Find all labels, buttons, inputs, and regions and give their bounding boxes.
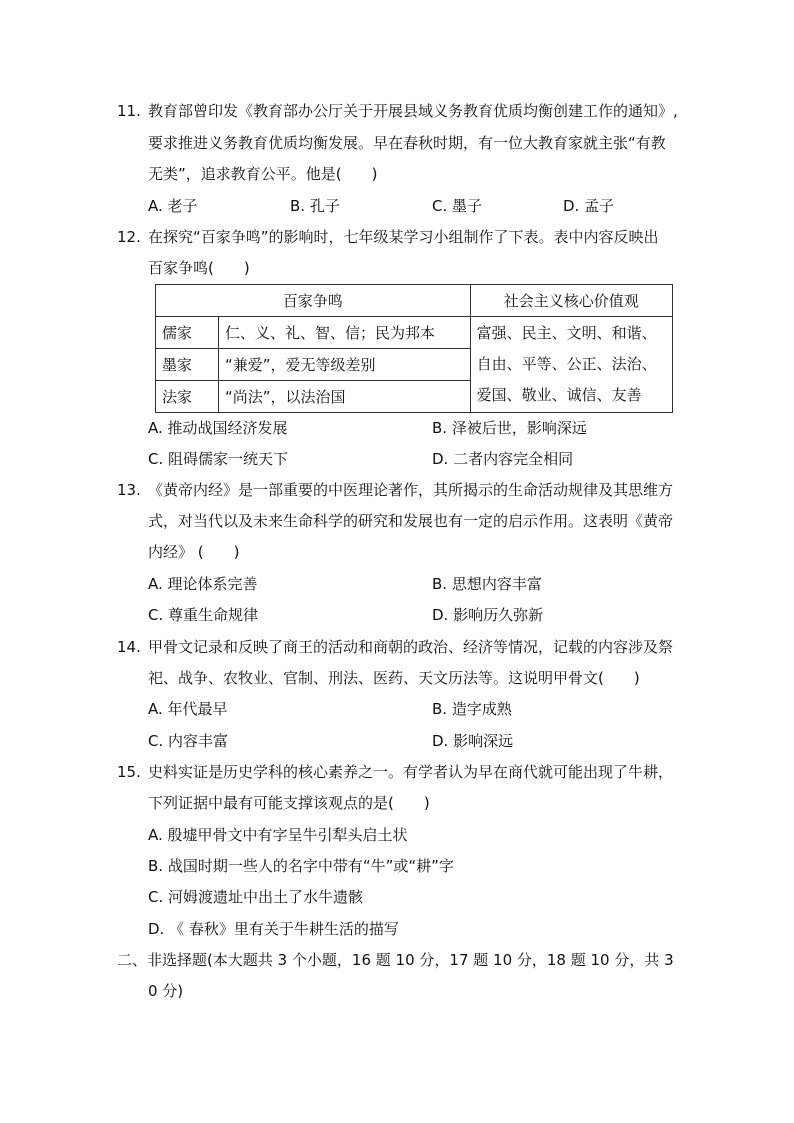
question-text-line: 在探究“百家争鸣”的影响时，七年级某学习小组制作了下表。表中内容反映出 <box>148 228 659 246</box>
table-cell-values <box>470 317 672 413</box>
table-cell-idea: 仁、义、礼、智、信；民为邦本 <box>219 317 471 349</box>
table-header-cell: 社会主义核心价值观 <box>470 285 672 317</box>
question-text-line: 百家争鸣( ) <box>148 259 250 277</box>
question-text-line: 内经》 ( ) <box>148 543 240 561</box>
table-cell-school: 墨家 <box>156 349 219 381</box>
comparison-table <box>155 284 673 413</box>
values-line: 爱国、敬业、诚信、友善 <box>476 386 642 404</box>
question-number: 12. <box>117 228 141 246</box>
option-b: B. 战国时期一些人的名字中带有“牛”或“耕”字 <box>148 857 454 875</box>
option-d: D. 《 春秋》里有关于牛耕生活的描写 <box>148 920 399 938</box>
option-d: D. 孟子 <box>563 197 615 215</box>
option-d: D. 影响深远 <box>432 732 514 750</box>
option-a: A. 理论体系完善 <box>148 575 258 593</box>
question-number: 14. <box>117 638 141 656</box>
option-b: B. 造字成熟 <box>432 700 512 718</box>
question-number: 13. <box>117 481 141 499</box>
table-header-cell: 百家争鸣 <box>156 285 471 317</box>
option-a: A. 殷墟甲骨文中有字呈牛引犁头启土状 <box>148 826 408 844</box>
option-c: C. 尊重生命规律 <box>148 606 259 624</box>
question-text-line: 祀、战争、农牧业、官制、刑法、医药、天文历法等。这说明甲骨文( ) <box>148 669 640 687</box>
values-line: 富强、民主、文明、和谐、 <box>476 324 657 342</box>
question-text-line: 甲骨文记录和反映了商王的活动和商朝的政治、经济等情况，记载的内容涉及祭 <box>148 638 674 656</box>
table-cell-idea: “兼爱”，爱无等级差别 <box>219 349 471 381</box>
question-text-line: 式，对当代以及未来生命科学的研究和发展也有一定的启示作用。这表明《黄帝 <box>148 512 674 530</box>
values-line: 自由、平等、公正、法治、 <box>476 355 657 373</box>
table-cell-school: 法家 <box>156 381 219 413</box>
question-text-line: 要求推进义务教育优质均衡发展。早在春秋时期，有一位大教育家就主张“有教 <box>148 134 666 152</box>
question-number: 15. <box>117 763 141 781</box>
question-text-line: 无类”，追求教育公平。他是( ) <box>148 165 378 183</box>
question-text-line: 下列证据中最有可能支撑该观点的是( ) <box>148 794 430 812</box>
option-a: A. 推动战国经济发展 <box>148 419 288 437</box>
option-d: D. 二者内容完全相同 <box>432 450 574 468</box>
question-number: 11. <box>117 102 141 120</box>
table-row <box>156 317 673 349</box>
option-b: B. 思想内容丰富 <box>432 575 542 593</box>
option-a: A. 年代最早 <box>148 700 228 718</box>
question-text-line: 史料实证是历史学科的核心素养之一。有学者认为早在商代就可能出现了牛耕， <box>148 763 674 781</box>
option-d: D. 影响历久弥新 <box>432 606 544 624</box>
option-c: C. 内容丰富 <box>148 732 229 750</box>
section-heading-line: 二、非选择题(本大题共 3 个小题，16 题 10 分，17 题 10 分，18 题 10 分，共 3 <box>117 951 674 969</box>
option-c: C. 墨子 <box>432 197 483 215</box>
section-heading-line: 0 分) <box>148 982 184 1000</box>
option-c: C. 阻碍儒家一统天下 <box>148 450 289 468</box>
table-header-row <box>156 285 673 317</box>
option-c: C. 河姆渡遗址中出土了水牛遗骸 <box>148 888 364 906</box>
question-text-line: 《黄帝内经》是一部重要的中医理论著作，其所揭示的生命活动规律及其思维方 <box>148 481 674 499</box>
option-b: B. 泽被后世，影响深远 <box>432 419 587 437</box>
option-a: A. 老子 <box>148 197 198 215</box>
option-b: B. 孔子 <box>290 197 340 215</box>
question-text-line: 教育部曾印发《教育部办公厅关于开展县域义务教育优质均衡创建工作的通知》, <box>148 102 678 120</box>
table-cell-school: 儒家 <box>156 317 219 349</box>
table-cell-idea: “尚法”，以法治国 <box>219 381 471 413</box>
